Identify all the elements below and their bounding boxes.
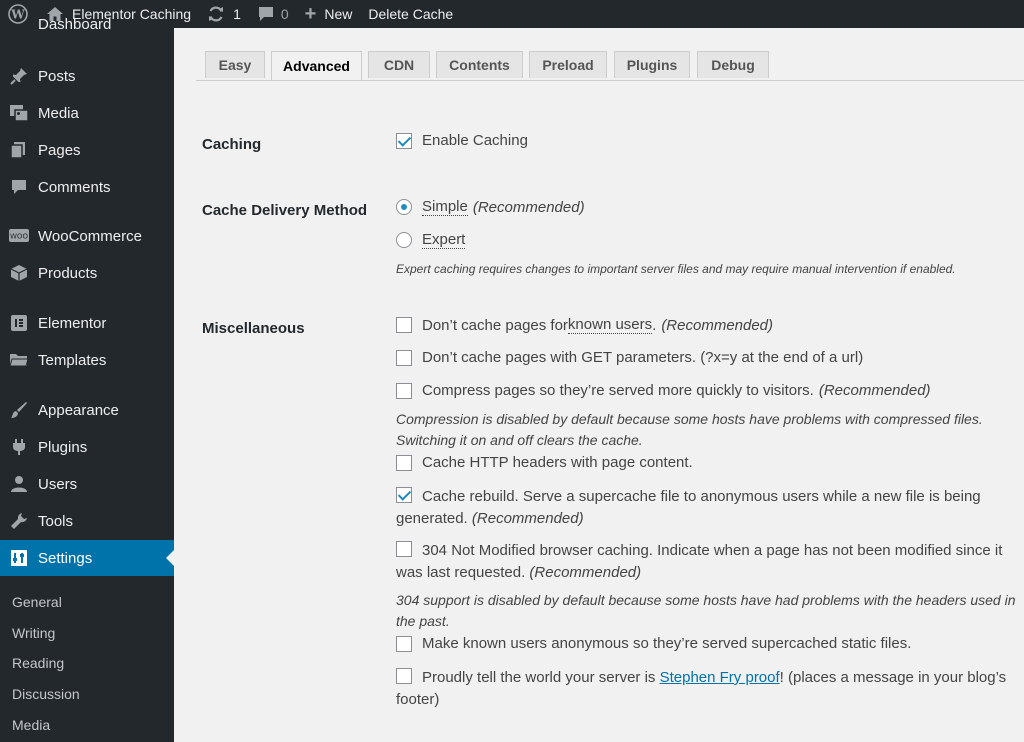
sidebar-item-label: Settings: [38, 549, 93, 567]
sidebar-item-label: Appearance: [38, 401, 119, 419]
sidebar-item-settings[interactable]: [0, 540, 174, 576]
wrench-icon: [0, 512, 38, 530]
sidebar-item-templates[interactable]: [0, 342, 174, 378]
tab-easy[interactable]: Easy: [205, 51, 265, 78]
get-params-option[interactable]: [396, 349, 863, 366]
sidebar-item-label: Media: [38, 104, 79, 122]
plug-icon: [0, 438, 38, 456]
not-modified-text: 304 Not Modified browser caching. Indicate when a page has not been modified since it was last requested.: [396, 542, 1003, 581]
brush-icon: [0, 401, 38, 419]
wordpress-logo-icon[interactable]: [0, 0, 38, 28]
simple-option[interactable]: [396, 198, 585, 216]
expert-text: Expert: [422, 231, 466, 248]
not-modified-description: 304 support is disabled by default because some hosts have had problems with the headers used in the past.: [396, 592, 1016, 629]
known-users-text-b: .: [652, 316, 657, 334]
cache-rebuild-option[interactable]: [396, 486, 1016, 530]
sidebar-item-label: Templates: [38, 351, 107, 369]
main-content: [174, 28, 1024, 742]
sidebar-item-tools[interactable]: [0, 503, 174, 539]
sidebar-item-users[interactable]: [0, 466, 174, 502]
sidebar-item-media[interactable]: [0, 95, 174, 131]
anonymous-users-text: Make known users anonymous so they’re served supercached static files.: [422, 635, 912, 652]
expert-description: Expert caching requires changes to important server files and may require manual intervention if enabled.: [396, 262, 956, 276]
known-users-text-a: Don’t cache pages for: [422, 316, 568, 334]
elementor-icon: [0, 314, 38, 332]
sidebar-item-elementor[interactable]: [0, 305, 174, 341]
comment-icon: [0, 178, 38, 196]
simple-radio[interactable]: [396, 199, 412, 215]
caching-label: Caching: [202, 136, 262, 153]
delete-cache-label: Delete Cache: [368, 6, 454, 22]
compress-checkbox[interactable]: [396, 383, 412, 399]
media-icon: [0, 104, 38, 122]
box-icon: [0, 264, 38, 282]
sidebar-item-label: Comments: [38, 178, 111, 196]
comment-bubble-icon: [257, 6, 275, 23]
updates-icon: [207, 5, 225, 23]
get-params-checkbox[interactable]: [396, 350, 412, 366]
comments-link[interactable]: [249, 0, 297, 28]
known-users-checkbox[interactable]: [396, 317, 412, 333]
sidebar-item-posts[interactable]: [0, 58, 174, 94]
submenu-discussion[interactable]: Discussion: [12, 686, 80, 702]
folder-icon: [0, 352, 38, 368]
compress-text: Compress pages so they’re served more quickly to visitors.: [422, 382, 814, 399]
submenu-reading[interactable]: Reading: [12, 655, 65, 671]
woo-icon: [0, 228, 38, 244]
settings-icon: [0, 549, 38, 567]
delivery-method-label: Cache Delivery Method: [202, 202, 368, 219]
compress-description: Compression is disabled by default because some hosts have problems with compressed files. Switching it on and off clears the cache.: [396, 411, 983, 448]
new-content-link[interactable]: [297, 0, 361, 28]
sidebar-item-woocommerce[interactable]: [0, 218, 174, 254]
stephen-fry-checkbox[interactable]: [396, 668, 412, 684]
expert-radio[interactable]: [396, 232, 412, 248]
sidebar-item-appearance[interactable]: [0, 392, 174, 428]
cache-headers-checkbox[interactable]: [396, 455, 412, 471]
known-users-option[interactable]: [396, 316, 773, 334]
sidebar-item-label: Elementor: [38, 314, 107, 332]
cache-rebuild-checkbox[interactable]: [396, 487, 412, 503]
tab-plugins[interactable]: Plugins: [614, 51, 690, 78]
misc-label: Miscellaneous: [202, 320, 305, 337]
not-modified-note: (Recommended): [529, 564, 642, 581]
updates-count: 1: [233, 6, 241, 22]
submenu-general[interactable]: General: [12, 594, 62, 610]
tab-contents[interactable]: Contents: [436, 51, 523, 78]
not-modified-checkbox[interactable]: [396, 541, 412, 557]
admin-sidebar: [0, 16, 174, 742]
simple-text: Simple: [422, 198, 468, 215]
delete-cache-link[interactable]: [360, 0, 461, 28]
pin-icon: [0, 67, 38, 85]
sidebar-item-label: WooCommerce: [38, 227, 142, 245]
sidebar-item-label: Plugins: [38, 438, 88, 456]
svg-text:WOO: WOO: [10, 232, 28, 241]
new-label: New: [324, 6, 353, 22]
admin-bar: [0, 0, 1024, 28]
cache-headers-text: Cache HTTP headers with page content.: [422, 454, 693, 471]
compress-option[interactable]: [396, 382, 931, 399]
updates-link[interactable]: [199, 0, 249, 28]
expert-option[interactable]: [396, 231, 465, 249]
enable-caching-checkbox[interactable]: [396, 133, 412, 149]
submenu-media[interactable]: Media: [12, 717, 51, 733]
stephen-fry-option[interactable]: [396, 667, 1016, 711]
cache-headers-option[interactable]: [396, 454, 693, 471]
svg-text:W: W: [11, 7, 25, 22]
anonymous-users-checkbox[interactable]: [396, 636, 412, 652]
sidebar-item-label: Tools: [38, 512, 74, 530]
site-name: Elementor Caching: [72, 6, 192, 22]
tab-advanced[interactable]: Advanced: [271, 51, 362, 80]
get-params-text: Don’t cache pages with GET parameters. (?x=y at the end of a url): [422, 349, 864, 366]
sidebar-item-dashboard[interactable]: Dashboard: [38, 16, 112, 33]
sidebar-item-label: Posts: [38, 67, 76, 85]
not-modified-option[interactable]: [396, 540, 1016, 584]
tab-debug[interactable]: Debug: [697, 51, 769, 78]
known-users-note: (Recommended): [661, 316, 774, 334]
compress-note: (Recommended): [818, 382, 931, 399]
comments-count: 0: [280, 6, 289, 22]
sidebar-item-label: Products: [38, 264, 98, 282]
submenu-writing[interactable]: Writing: [12, 625, 56, 641]
cache-rebuild-note: (Recommended): [471, 510, 584, 527]
tab-cdn[interactable]: CDN: [368, 51, 430, 78]
stephen-fry-link[interactable]: Stephen Fry proof: [659, 669, 780, 686]
cache-rebuild-text: Cache rebuild. Serve a supercache file to anonymous users while a new file is being generated.: [396, 488, 981, 527]
tab-preload[interactable]: Preload: [529, 51, 607, 78]
known-users-term: known users: [567, 316, 653, 333]
simple-note: (Recommended): [472, 198, 585, 216]
plus-icon: +: [304, 2, 317, 25]
stephen-fry-text-b: ! (places a message in your blog’s footer): [396, 669, 1007, 708]
sidebar-item-label: Pages: [38, 141, 81, 159]
sidebar-item-pages[interactable]: [0, 132, 174, 168]
sidebar-item-plugins[interactable]: [0, 429, 174, 465]
sidebar-item-products[interactable]: [0, 255, 174, 291]
stephen-fry-text-a: Proudly tell the world your server is: [422, 669, 660, 686]
enable-caching-option[interactable]: [396, 132, 528, 149]
user-icon: [0, 475, 38, 493]
sidebar-item-comments[interactable]: [0, 169, 174, 205]
enable-caching-text: Enable Caching: [422, 132, 528, 149]
pages-icon: [0, 141, 38, 159]
tab-divider: [196, 80, 1024, 81]
anonymous-users-option[interactable]: [396, 635, 911, 652]
sidebar-item-label: Users: [38, 475, 78, 493]
